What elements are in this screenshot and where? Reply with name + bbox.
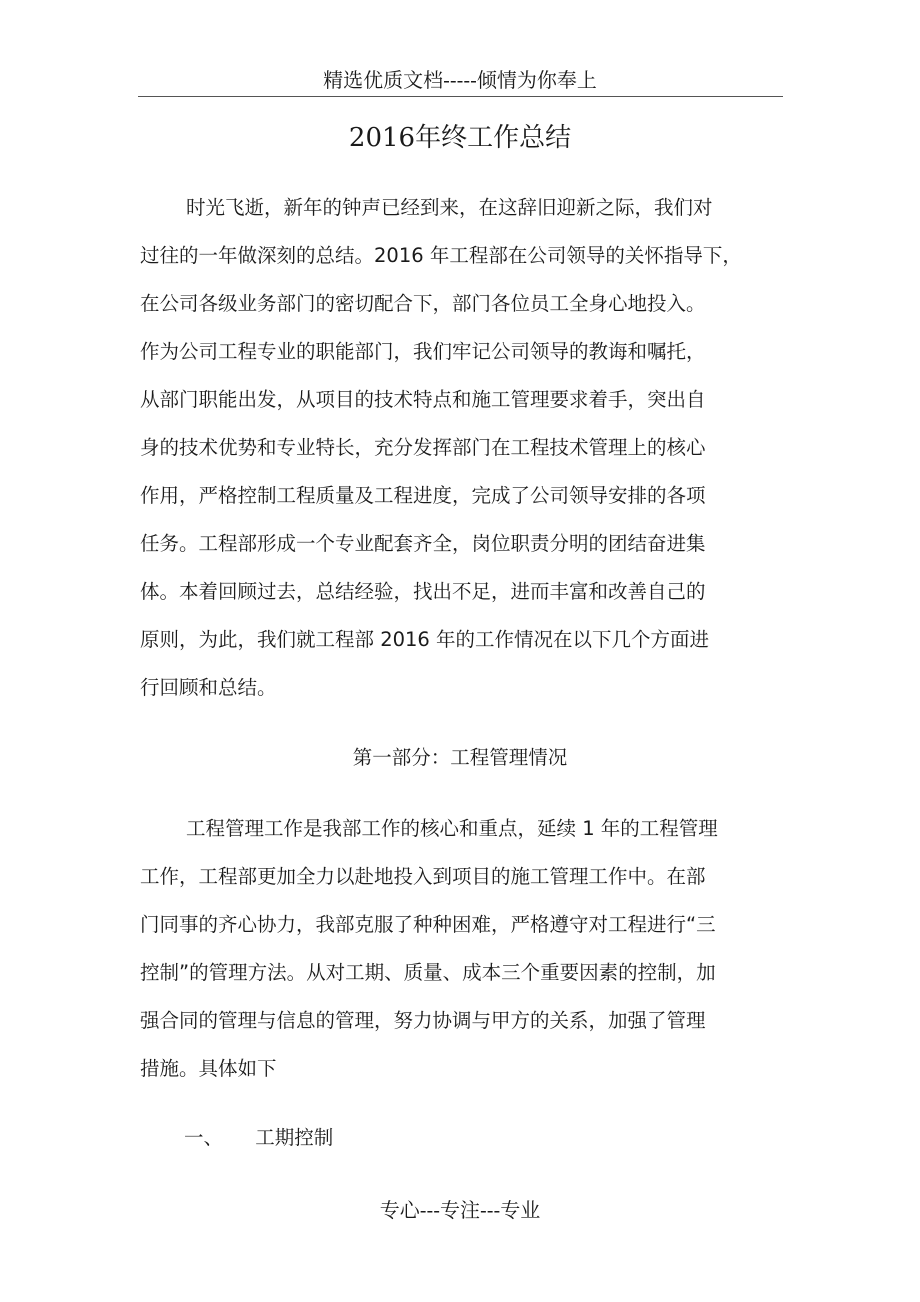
paragraph-line: 工程管理工作是我部工作的核心和重点，延续 1 年的工程管理 [186, 817, 718, 840]
subsection-title: 工期控制 [255, 1126, 334, 1149]
page-header: 精选优质文档-----倾情为你奉上 [323, 68, 597, 92]
section-heading: 第一部分：工程管理情况 [352, 746, 568, 769]
paragraph-line: 身的技术优势和专业特长，充分发挥部门在工程技术管理上的核心 [140, 436, 706, 459]
page-footer: 专心---专注---专业 [379, 1198, 541, 1222]
paragraph-line: 时光飞逝，新年的钟声已经到来，在这辞旧迎新之际，我们对 [186, 196, 713, 219]
paragraph-line: 在公司各级业务部门的密切配合下，部门各位员工全身心地投入。 [140, 292, 706, 315]
paragraph-line: 行回顾和总结。 [140, 676, 277, 699]
paragraph-line: 原则，为此，我们就工程部 2016 年的工作情况在以下几个方面进 [140, 628, 710, 651]
paragraph-line: 措施。具体如下 [140, 1057, 277, 1080]
document-title: 2016年终工作总结 [348, 123, 572, 153]
paragraph-line: 工作，工程部更加全力以赴地投入到项目的施工管理工作中。在部 [140, 865, 706, 888]
paragraph-line: 门同事的齐心协力，我部克服了种种困难，严格遵守对工程进行“三 [140, 913, 716, 936]
header-divider [138, 96, 783, 97]
subsection-number: 一、 [184, 1126, 224, 1149]
paragraph-line: 过往的一年做深刻的总结。2016 年工程部在公司领导的关怀指导下， [140, 244, 742, 267]
subsection-heading [184, 1124, 333, 1152]
paragraph-line: 体。本着回顾过去，总结经验，找出不足，进而丰富和改善自己的 [140, 580, 706, 603]
paragraph-line: 作用，严格控制工程质量及工程进度，完成了公司领导安排的各项 [140, 484, 706, 507]
paragraph-line: 强合同的管理与信息的管理，努力协调与甲方的关系，加强了管理 [140, 1009, 706, 1032]
paragraph-line: 从部门职能出发，从项目的技术特点和施工管理要求着手，突出自 [140, 388, 706, 411]
paragraph-line: 作为公司工程专业的职能部门，我们牢记公司领导的教诲和嘱托， [140, 340, 706, 363]
paragraph-line: 控制”的管理方法。从对工期、质量、成本三个重要因素的控制，加 [140, 961, 716, 984]
paragraph-line: 任务。工程部形成一个专业配套齐全，岗位职责分明的团结奋进集 [140, 532, 706, 555]
